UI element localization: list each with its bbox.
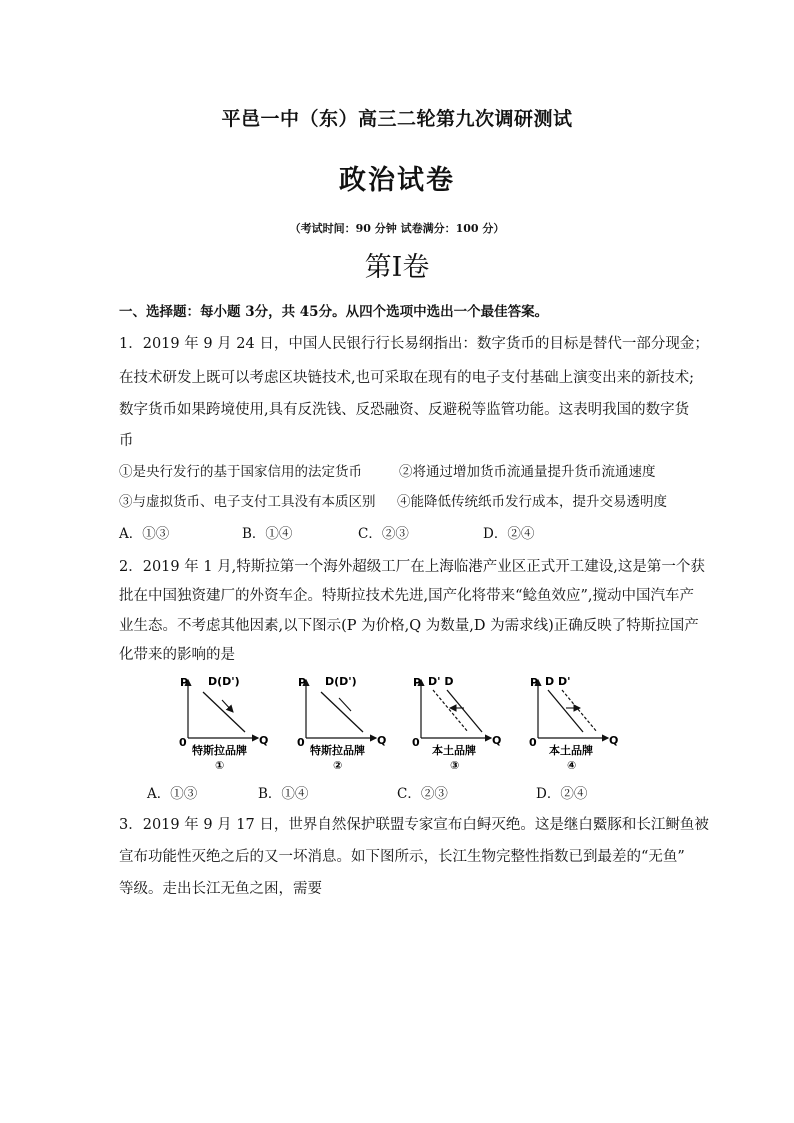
graph-3-dashed-line — [433, 690, 468, 732]
graph-2-origin: 0 — [297, 736, 305, 749]
graph-2-shift-line — [339, 698, 351, 711]
graph-3-origin: 0 — [412, 736, 420, 749]
graph-4-p-label: P — [530, 676, 539, 689]
graph-3 — [412, 675, 501, 772]
graph-3-curve-label: D' D — [428, 675, 454, 688]
paper-title: 政治试卷 — [339, 165, 455, 196]
q2-answer-a: A．①③ — [147, 786, 198, 802]
demand-graphs-svg — [170, 672, 630, 780]
graph-2-p-label: P — [298, 676, 307, 689]
graph-1-number: ① — [215, 759, 225, 772]
q1-answer-c: C．②③ — [358, 526, 409, 542]
graph-2-q-label: Q — [377, 734, 387, 747]
q1-answer-d: D．②④ — [483, 526, 535, 542]
graph-4-caption: 本土品牌 — [549, 744, 593, 757]
q3-line-2: 宣布功能性灭绝之后的又一坏消息。如下图所示，长江生物完整性指数已到最差的“无鱼” — [119, 849, 685, 865]
q1-line-2: 在技术研发上既可以考虑区块链技术,也可采取在现有的电子支付基础上演变出来的新技术; — [119, 370, 694, 386]
q1-statement-1: ①是央行发行的基于国家信用的法定货币 — [119, 464, 362, 480]
q2-answer-b: B．①④ — [258, 786, 309, 802]
q2-answer-d: D．②④ — [536, 786, 588, 802]
school-title: 平邑一中（东）高三二轮第九次调研测试 — [221, 108, 573, 130]
q2-line-2: 批在中国独资建厂的外资车企。特斯拉技术先进,国产化将带来“鲶鱼效应”,搅动中国汽车产 — [119, 588, 695, 604]
graph-1-p-label: P — [180, 676, 189, 689]
q1-statement-4: ④能降低传统纸币发行成本，提升交易透明度 — [397, 494, 667, 510]
demand-curve-figures — [170, 672, 630, 780]
graph-1 — [179, 675, 268, 772]
graph-2-caption: 特斯拉品牌 — [310, 744, 365, 757]
graph-1-arrow — [222, 700, 233, 712]
graph-4-curve-label: D D' — [545, 675, 571, 688]
graph-4-dashed-line — [562, 690, 597, 732]
graph-3-p-label: P — [413, 676, 422, 689]
graph-4-solid-line — [548, 690, 583, 732]
q3-line-1: 3．2019 年 9 月 17 日，世界自然保护联盟专家宣布白鲟灭绝。这是继白鱀豚和长江鲥鱼被 — [119, 817, 709, 833]
graph-2-curve-label: D(D') — [325, 675, 357, 688]
graph-4-q-label: Q — [609, 734, 619, 747]
q1-line-3: 数字货币如果跨境使用,具有反洗钱、反恐融资、反避税等监管功能。这表明我国的数字货 — [119, 402, 690, 418]
q3-line-3: 等级。走出长江无鱼之困，需要 — [119, 881, 322, 897]
q2-answer-c: C．②③ — [397, 786, 448, 802]
graph-2-demand-line — [321, 692, 363, 732]
graph-1-demand-line — [203, 692, 245, 732]
q1-statement-3: ③与虚拟货币、电子支付工具没有本质区别 — [119, 494, 376, 510]
graph-3-q-label: Q — [492, 734, 502, 747]
section-heading: 一、选择题：每小题 3分，共 45分。从四个选项中选出一个最佳答案。 — [119, 304, 549, 320]
q1-answer-b: B．①④ — [242, 526, 293, 542]
graph-1-caption: 特斯拉品牌 — [192, 744, 247, 757]
graph-4-origin: 0 — [529, 736, 537, 749]
graph-1-curve-label: D(D') — [208, 675, 240, 688]
graph-3-caption: 本土品牌 — [432, 744, 476, 757]
q2-line-3: 业生态。不考虑其他因素,以下图示(P 为价格,Q 为数量,D 为需求线)正确反映了特斯拉国产 — [119, 618, 699, 634]
graph-3-solid-line — [447, 690, 482, 732]
q1-line-1: 1．2019 年 9 月 24 日，中国人民银行行长易纲指出：数字货币的目标是替代一部分现金； — [119, 336, 709, 352]
q1-line-4: 币 — [119, 433, 134, 449]
graph-4-number: ④ — [567, 759, 577, 772]
graph-1-q-label: Q — [259, 734, 269, 747]
graph-2-number: ② — [333, 759, 343, 772]
graph-2 — [297, 675, 386, 772]
q1-statement-2: ②将通过增加货币流通量提升货币流通速度 — [399, 464, 656, 480]
graph-4 — [529, 675, 618, 772]
q1-answer-a: A．①③ — [119, 526, 170, 542]
volume-heading: 第Ⅰ卷 — [364, 252, 430, 283]
q2-line-4: 化带来的影响的是 — [119, 647, 235, 663]
graph-3-number: ③ — [450, 759, 460, 772]
graph-1-origin: 0 — [179, 736, 187, 749]
q2-line-1: 2．2019 年 1 月,特斯拉第一个海外超级工厂在上海临港产业区正式开工建设,这是第一个获 — [119, 559, 705, 575]
exam-info: （考试时间：90 分钟 试卷满分：100 分） — [289, 222, 505, 235]
